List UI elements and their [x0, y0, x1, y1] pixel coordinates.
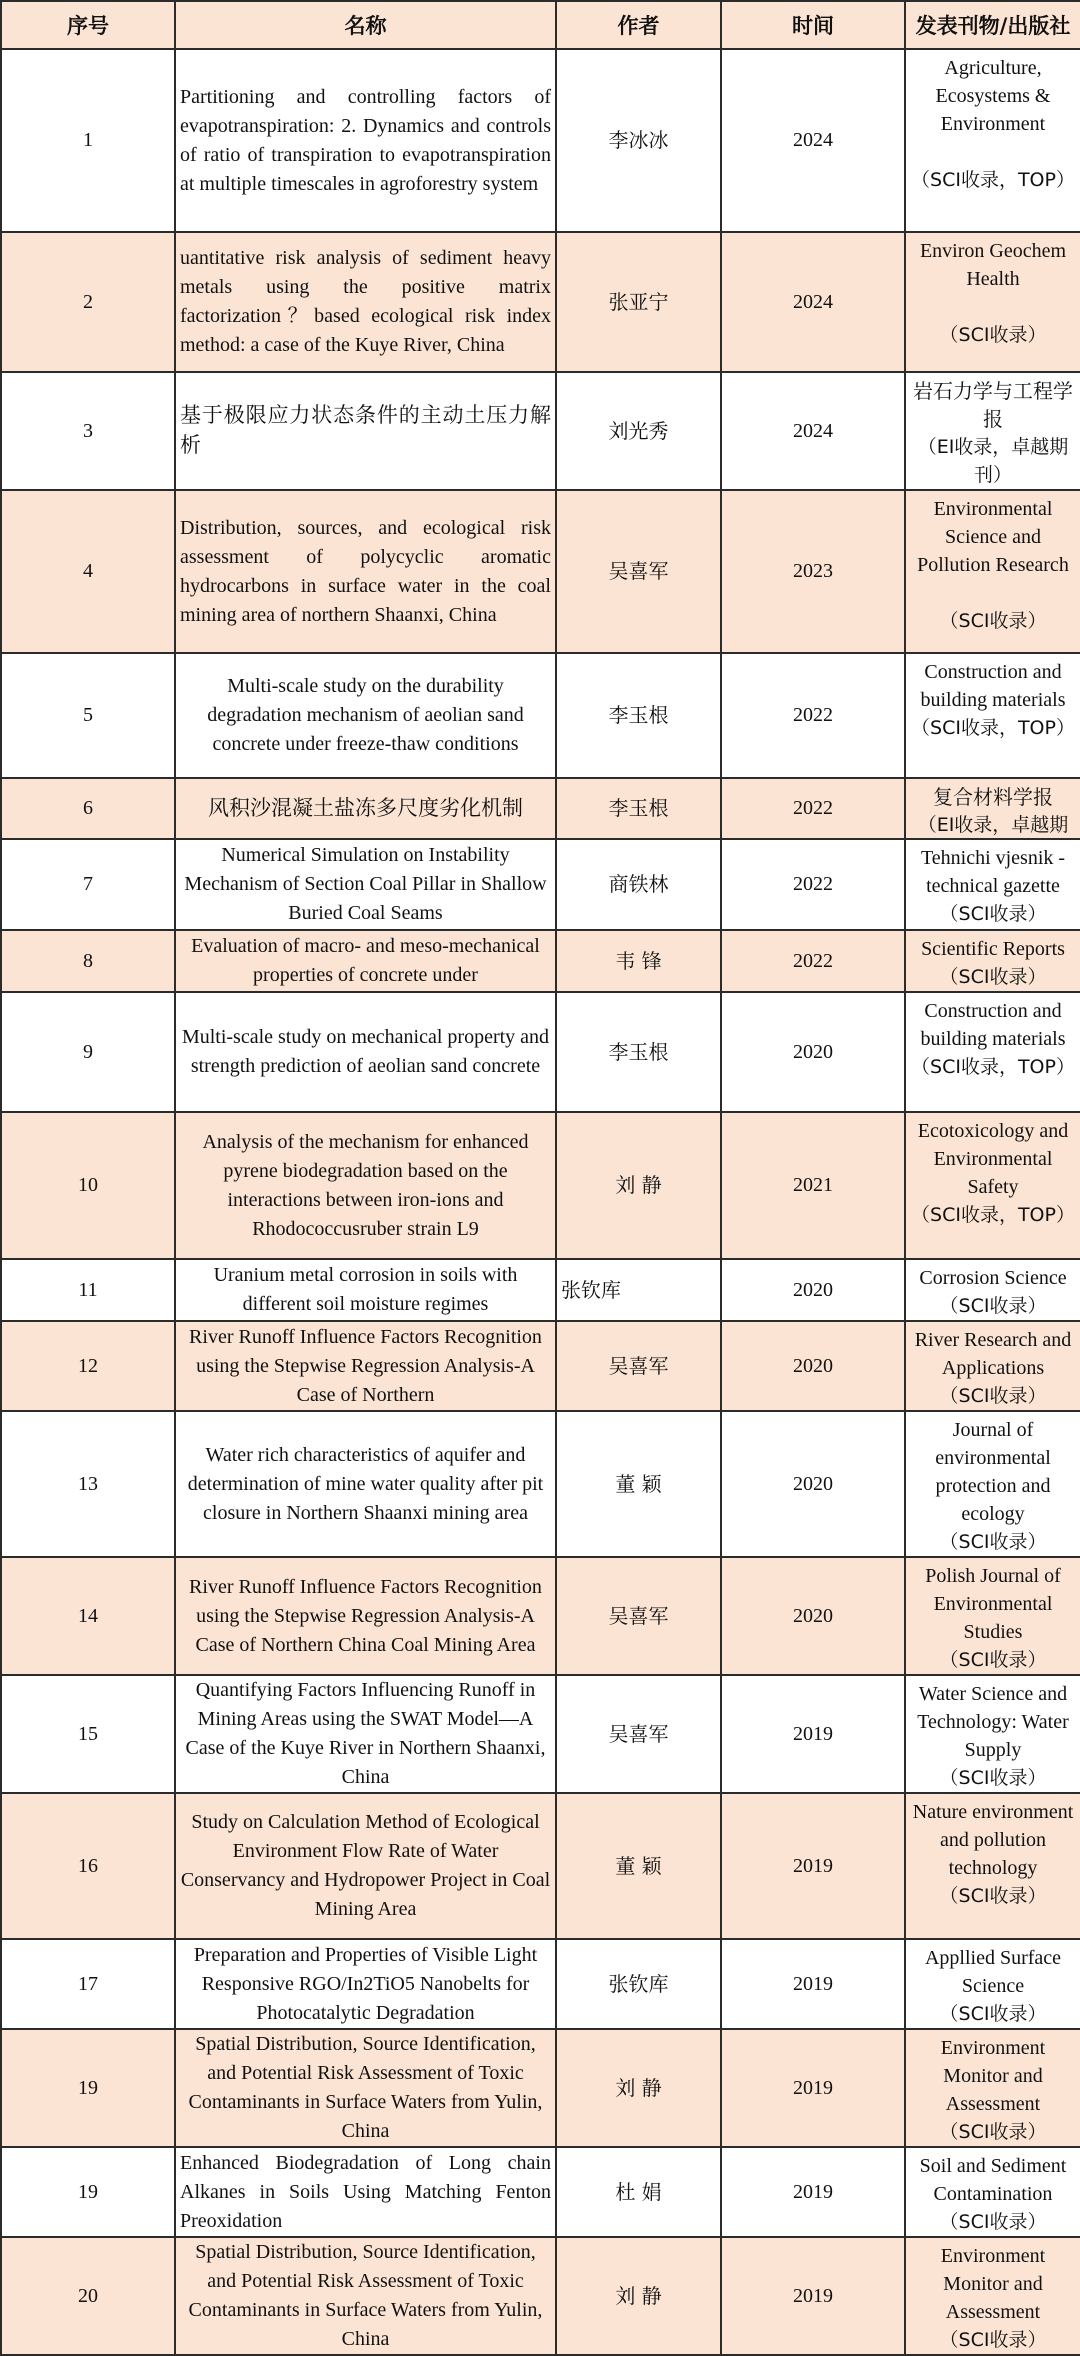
row-venue: [905, 1557, 1080, 1675]
row-title: Uranium metal corrosion in soils with different soil moisture regimes: [175, 1259, 556, 1321]
index-status: （SCI收录）: [939, 1385, 1047, 1407]
row-title: Preparation and Properties of Visible Light Responsive RGO/In2TiO5 Nanobelts for Photocatalytic Degradation: [175, 1939, 556, 2029]
row-year: 2020: [721, 992, 905, 1112]
venue-name: 复合材料学报: [933, 785, 1053, 809]
row-index: 20: [1, 2237, 175, 2355]
table-row: [1, 653, 1080, 778]
row-venue: [905, 1112, 1080, 1259]
index-status: （SCI收录）: [939, 1531, 1047, 1553]
index-status: （SCI收录）: [939, 1885, 1047, 1907]
row-venue: [905, 1411, 1080, 1557]
row-venue: [905, 992, 1080, 1112]
row-index: 15: [1, 1675, 175, 1793]
table-row: [1, 2029, 1080, 2147]
row-title: Water rich characteristics of aquifer and determination of mine water quality after pit closure in Northern Shaanxi mining area: [175, 1411, 556, 1557]
index-status: （EI收录，卓越期刊）: [917, 436, 1069, 486]
row-title: Spatial Distribution, Source Identification, and Potential Risk Assessment of Toxic Contaminants in Surface Waters from Yulin, China: [175, 2029, 556, 2147]
index-status: （SCI收录）: [939, 2121, 1047, 2143]
table-row: [1, 2237, 1080, 2355]
row-venue: [905, 232, 1080, 372]
venue-name: Environmental Science and Pollution Research: [917, 498, 1069, 576]
row-title: Numerical Simulation on Instability Mechanism of Section Coal Pillar in Shallow Buried Coal Seams: [175, 839, 556, 930]
row-index: 2: [1, 232, 175, 372]
row-year: 2019: [721, 2147, 905, 2237]
venue-name: Soil and Sediment Contamination: [919, 2155, 1067, 2205]
row-author: 韦 锋: [556, 930, 721, 992]
row-author: 吴喜军: [556, 1321, 721, 1411]
row-venue: [905, 839, 1080, 930]
table-row: [1, 1411, 1080, 1557]
row-author: 李玉根: [556, 778, 721, 839]
row-venue: [905, 1793, 1080, 1939]
row-index: 17: [1, 1939, 175, 2029]
venue-name: Corrosion Science: [919, 1267, 1067, 1289]
index-status: （SCI收录）: [939, 966, 1047, 988]
row-index: 1: [1, 49, 175, 232]
row-venue: [905, 1259, 1080, 1321]
row-title: River Runoff Influence Factors Recognition using the Stepwise Regression Analysis-A Case of Northern China Coal Mining Area: [175, 1557, 556, 1675]
index-status: （SCI收录）: [939, 2329, 1047, 2351]
venue-name: Polish Journal of Environmental Studies: [925, 1565, 1061, 1643]
venue-name: Nature environment and pollution technology: [912, 1801, 1074, 1879]
row-year: 2020: [721, 1321, 905, 1411]
row-title: River Runoff Influence Factors Recognition using the Stepwise Regression Analysis-A Case of Northern: [175, 1321, 556, 1411]
row-year: 2024: [721, 232, 905, 372]
table-row: [1, 839, 1080, 930]
row-index: 13: [1, 1411, 175, 1557]
row-index: 19: [1, 2147, 175, 2237]
row-year: 2019: [721, 2029, 905, 2147]
venue-name: Environ Geochem Health: [919, 240, 1067, 290]
venue-name: Construction and building materials: [920, 1000, 1066, 1050]
row-author: 吴喜军: [556, 1675, 721, 1793]
index-status: （SCI收录）: [939, 2003, 1047, 2025]
row-year: 2020: [721, 1259, 905, 1321]
row-year: 2024: [721, 49, 905, 232]
row-year: 2019: [721, 1939, 905, 2029]
row-author: 张亚宁: [556, 232, 721, 372]
row-title: Spatial Distribution, Source Identification, and Potential Risk Assessment of Toxic Contaminants in Surface Waters from Yulin, China: [175, 2237, 556, 2355]
table-row: [1, 1675, 1080, 1793]
table-row: [1, 2147, 1080, 2237]
table-row: [1, 490, 1080, 653]
row-venue: [905, 1675, 1080, 1793]
row-author: 张钦库: [556, 1939, 721, 2029]
venue-name: Appllied Surface Science: [924, 1947, 1062, 1997]
index-status: （SCI收录，TOP）: [911, 169, 1075, 191]
row-index: 10: [1, 1112, 175, 1259]
table-row: [1, 778, 1080, 839]
row-year: 2022: [721, 653, 905, 778]
row-author: 商铁林: [556, 839, 721, 930]
venue-name: Scientific Reports: [921, 938, 1065, 960]
header-year: 时间: [721, 1, 905, 49]
venue-name: Journal of environmental protection and ecology: [935, 1419, 1051, 1525]
index-status: （SCI收录）: [939, 1295, 1047, 1317]
row-author: 董 颖: [556, 1793, 721, 1939]
table-row: [1, 1939, 1080, 2029]
row-venue: [905, 372, 1080, 490]
row-author: 杜 娟: [556, 2147, 721, 2237]
row-title: Multi-scale study on the durability degradation mechanism of aeolian sand concrete under freeze-thaw conditions: [175, 653, 556, 778]
header-index: 序号: [1, 1, 175, 49]
venue-name: River Research and Applications: [914, 1329, 1072, 1379]
table-row: [1, 992, 1080, 1112]
table-row: [1, 1321, 1080, 1411]
index-status: （SCI收录）: [939, 324, 1047, 346]
row-author: 吴喜军: [556, 1557, 721, 1675]
row-title: 基于极限应力状态条件的主动土压力解析: [175, 372, 556, 490]
venue-name: Ecotoxicology and Environmental Safety: [917, 1120, 1069, 1198]
row-title: Multi-scale study on mechanical property and strength prediction of aeolian sand concrete: [175, 992, 556, 1112]
row-venue: [905, 49, 1080, 232]
row-year: 2019: [721, 1675, 905, 1793]
row-author: 刘光秀: [556, 372, 721, 490]
row-author: 李玉根: [556, 653, 721, 778]
row-author: 刘 静: [556, 2029, 721, 2147]
table-row: [1, 1793, 1080, 1939]
venue-name: Construction and building materials: [920, 661, 1066, 711]
row-year: 2024: [721, 372, 905, 490]
row-index: 12: [1, 1321, 175, 1411]
row-title: Distribution, sources, and ecological risk assessment of polycyclic aromatic hydrocarbons in surface water in the coal mining area of northern Shaanxi, China: [175, 490, 556, 653]
row-index: 3: [1, 372, 175, 490]
row-title: Partitioning and controlling factors of evapotranspiration: 2. Dynamics and controls of ratio of transpiration to evapotranspiration at multiple timescales in agroforestry system: [175, 49, 556, 232]
row-index: 6: [1, 778, 175, 839]
row-year: 2020: [721, 1557, 905, 1675]
venue-name: 岩石力学与工程学报: [913, 379, 1073, 431]
index-status: （SCI收录，TOP）: [911, 1056, 1075, 1078]
row-venue: [905, 1321, 1080, 1411]
row-venue: [905, 930, 1080, 992]
row-year: 2021: [721, 1112, 905, 1259]
venue-name: Environment Monitor and Assessment: [940, 2245, 1046, 2323]
row-author: 刘 静: [556, 2237, 721, 2355]
row-index: 5: [1, 653, 175, 778]
index-status: （EI收录，卓越期: [917, 814, 1069, 836]
table-row: [1, 372, 1080, 490]
row-index: 7: [1, 839, 175, 930]
header-venue: 发表刊物/出版社: [905, 1, 1080, 49]
index-status: （SCI收录）: [939, 1767, 1047, 1789]
index-status: （SCI收录，TOP）: [911, 717, 1075, 739]
table-row: [1, 1259, 1080, 1321]
row-author: 吴喜军: [556, 490, 721, 653]
header-title: 名称: [175, 1, 556, 49]
row-title: Evaluation of macro- and meso-mechanical properties of concrete under: [175, 930, 556, 992]
row-year: 2019: [721, 1793, 905, 1939]
row-title: Enhanced Biodegradation of Long chain Alkanes in Soils Using Matching Fenton Preoxidation: [175, 2147, 556, 2237]
row-venue: [905, 653, 1080, 778]
header-author: 作者: [556, 1, 721, 49]
row-year: 2022: [721, 839, 905, 930]
row-author: 刘 静: [556, 1112, 721, 1259]
row-venue: [905, 2029, 1080, 2147]
row-index: 19: [1, 2029, 175, 2147]
row-author: 董 颖: [556, 1411, 721, 1557]
row-author: 李玉根: [556, 992, 721, 1112]
row-venue: [905, 778, 1080, 839]
row-title: Study on Calculation Method of Ecological Environment Flow Rate of Water Conservancy and Hydropower Project in Coal Mining Area: [175, 1793, 556, 1939]
row-title: uantitative risk analysis of sediment heavy metals using the positive matrix factorization？based ecological risk index method: a case of the Kuye River, China: [175, 232, 556, 372]
row-index: 16: [1, 1793, 175, 1939]
row-index: 4: [1, 490, 175, 653]
row-venue: [905, 2237, 1080, 2355]
row-year: 2020: [721, 1411, 905, 1557]
table-row: [1, 930, 1080, 992]
header-row: [1, 1, 1080, 49]
row-index: 9: [1, 992, 175, 1112]
row-year: 2019: [721, 2237, 905, 2355]
index-status: （SCI收录）: [939, 2211, 1047, 2233]
row-index: 8: [1, 930, 175, 992]
row-author: 李冰冰: [556, 49, 721, 232]
row-index: 14: [1, 1557, 175, 1675]
row-year: 2023: [721, 490, 905, 653]
row-venue: [905, 490, 1080, 653]
table-row: [1, 49, 1080, 232]
venue-name: Tehnichi vjesnik - technical gazette: [920, 847, 1066, 897]
index-status: （SCI收录，TOP）: [911, 1204, 1075, 1226]
row-venue: [905, 1939, 1080, 2029]
row-year: 2022: [721, 930, 905, 992]
row-title: Analysis of the mechanism for enhanced pyrene biodegradation based on the interactions between iron-ions and Rhodococcusruber strain L9: [175, 1112, 556, 1259]
row-venue: [905, 2147, 1080, 2237]
row-year: 2022: [721, 778, 905, 839]
row-title: 风积沙混凝土盐冻多尺度劣化机制: [175, 778, 556, 839]
table-row: [1, 1112, 1080, 1259]
index-status: （SCI收录）: [939, 903, 1047, 925]
venue-name: Agriculture, Ecosystems & Environment: [935, 57, 1051, 135]
row-title: Quantifying Factors Influencing Runoff in Mining Areas using the SWAT Model—A Case of the Kuye River in Northern Shaanxi, China: [175, 1675, 556, 1793]
table-row: [1, 232, 1080, 372]
index-status: （SCI收录）: [939, 1649, 1047, 1671]
index-status: （SCI收录）: [939, 610, 1047, 632]
row-index: 11: [1, 1259, 175, 1321]
table-row: [1, 1557, 1080, 1675]
venue-name: Water Science and Technology: Water Supply: [917, 1683, 1069, 1761]
row-author: 张钦库: [556, 1259, 721, 1321]
venue-name: Environment Monitor and Assessment: [940, 2037, 1046, 2115]
